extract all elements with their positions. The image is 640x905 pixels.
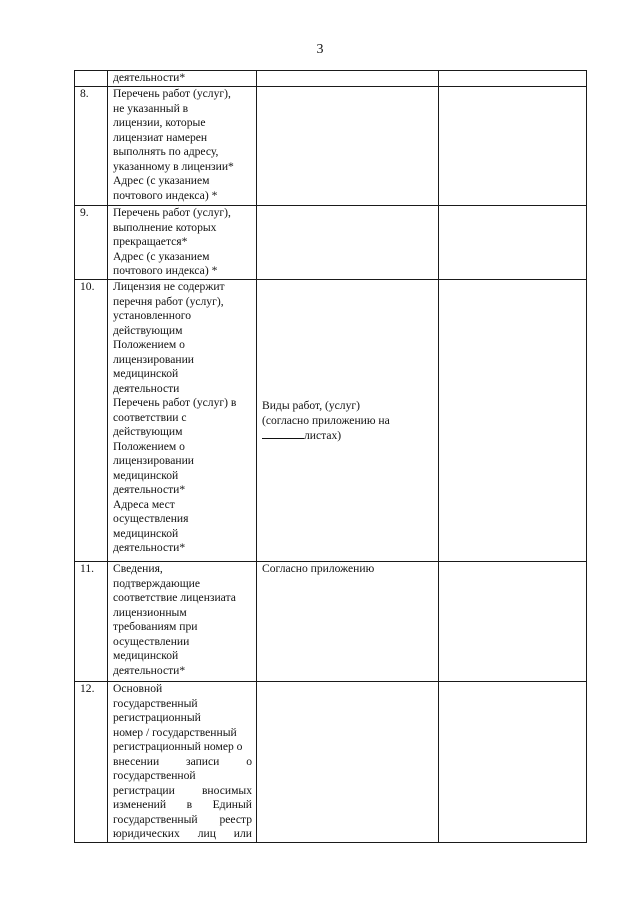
description-line: деятельности [113, 381, 180, 395]
row-number-cell: 8. [75, 87, 108, 206]
row-description-cell [108, 87, 257, 206]
description-line: Основной [113, 682, 163, 695]
row-description-cell [108, 682, 257, 843]
row-description-cell [108, 71, 257, 87]
description-line: требованиям при [113, 620, 198, 633]
description-line: не указанный в [113, 101, 189, 115]
row-extra-cell[interactable] [439, 280, 587, 562]
description-line: номер / государственный [113, 725, 237, 739]
description-line: внесении записи о [113, 754, 252, 768]
description-line: регистрационный [113, 711, 201, 724]
description-line: Сведения, [113, 562, 163, 575]
row-number-cell: 9. [75, 206, 108, 280]
description-line: регистрационный номер о [113, 740, 243, 753]
value-line: Виды работ, (услуг) [262, 399, 361, 412]
description-line: почтового индекса) * [113, 188, 218, 202]
description-line: лицензировании [113, 352, 195, 366]
description-line: деятельности* [113, 483, 186, 496]
description-line: указанному в лицензии* [113, 159, 234, 173]
table-row [75, 562, 587, 682]
description-line: медицинской [113, 526, 179, 540]
description-line: Адрес (с указанием [113, 249, 210, 263]
description-line: почтового индекса) * [113, 264, 218, 277]
description-line: государственной [113, 769, 196, 782]
description-line: выполнять по адресу, [113, 145, 219, 158]
row-value-cell[interactable] [257, 87, 439, 206]
row-description-cell [108, 206, 257, 280]
blank-field[interactable] [262, 428, 304, 439]
description-line: юридических лиц или [113, 827, 252, 840]
row-number-cell: 10. [75, 280, 108, 562]
row-value-cell[interactable] [257, 71, 439, 87]
description-line: государственный реестр [113, 812, 252, 826]
description-line: Положением о [113, 439, 185, 453]
row-description-cell [108, 562, 257, 682]
page-number: 3 [316, 42, 324, 57]
table-row [75, 682, 587, 843]
row-description-cell [108, 280, 257, 562]
value-line: Согласно приложению [262, 562, 375, 575]
row-value-cell[interactable] [257, 206, 439, 280]
description-line: осуществления [113, 512, 189, 525]
description-line: Адреса мест [113, 497, 175, 511]
description-line: Лицензия не содержит [113, 280, 225, 293]
description-line: медицинской [113, 367, 179, 380]
description-line: изменений в Единый [113, 798, 252, 811]
description-line: лицензии, которые [113, 116, 206, 129]
description-line: осуществлении [113, 634, 190, 648]
license-form-table [74, 70, 587, 843]
description-line: действующим [113, 425, 183, 438]
table-row [75, 280, 587, 562]
row-value-cell[interactable] [257, 682, 439, 843]
description-line: действующим [113, 323, 183, 337]
description-line: деятельности* [113, 541, 186, 554]
value-line-text: листах) [304, 429, 342, 442]
description-line: Положением о [113, 338, 185, 351]
description-line: лицензиат намерен [113, 130, 208, 144]
table-row [75, 71, 587, 87]
description-line: медицинской [113, 649, 179, 662]
description-line: выполнение которых [113, 220, 217, 234]
description-line: соответствии с [113, 410, 187, 424]
value-line [262, 428, 434, 444]
row-value-cell[interactable] [257, 562, 439, 682]
description-line: подтверждающие [113, 576, 200, 590]
description-line: Перечень работ (услуг), [113, 87, 231, 100]
row-extra-cell[interactable] [439, 206, 587, 280]
description-line: Адрес (с указанием [113, 174, 210, 187]
description-line: установленного [113, 309, 192, 322]
description-line: регистрации вносимых [113, 783, 252, 797]
table-row [75, 206, 587, 280]
value-line: (согласно приложению на [262, 413, 390, 427]
description-line: соответствие лицензиата [113, 591, 236, 604]
row-value-cell[interactable] [257, 280, 439, 562]
description-line: Перечень работ (услуг), [113, 206, 231, 219]
row-number-cell [75, 71, 108, 87]
description-line: медицинской [113, 468, 179, 482]
row-extra-cell[interactable] [439, 682, 587, 843]
description-line: деятельности* [113, 71, 186, 84]
description-line: государственный [113, 696, 198, 710]
description-line: прекращается* [113, 235, 188, 248]
description-line: лицензионным [113, 605, 187, 619]
table-row [75, 87, 587, 206]
row-extra-cell[interactable] [439, 87, 587, 206]
row-number-cell: 12. [75, 682, 108, 843]
description-line: перечня работ (услуг), [113, 294, 224, 308]
row-extra-cell[interactable] [439, 71, 587, 87]
row-extra-cell[interactable] [439, 562, 587, 682]
description-line: деятельности* [113, 663, 186, 677]
description-line: лицензировании [113, 454, 195, 467]
row-number-cell: 11. [75, 562, 108, 682]
description-line: Перечень работ (услуг) в [113, 396, 237, 409]
